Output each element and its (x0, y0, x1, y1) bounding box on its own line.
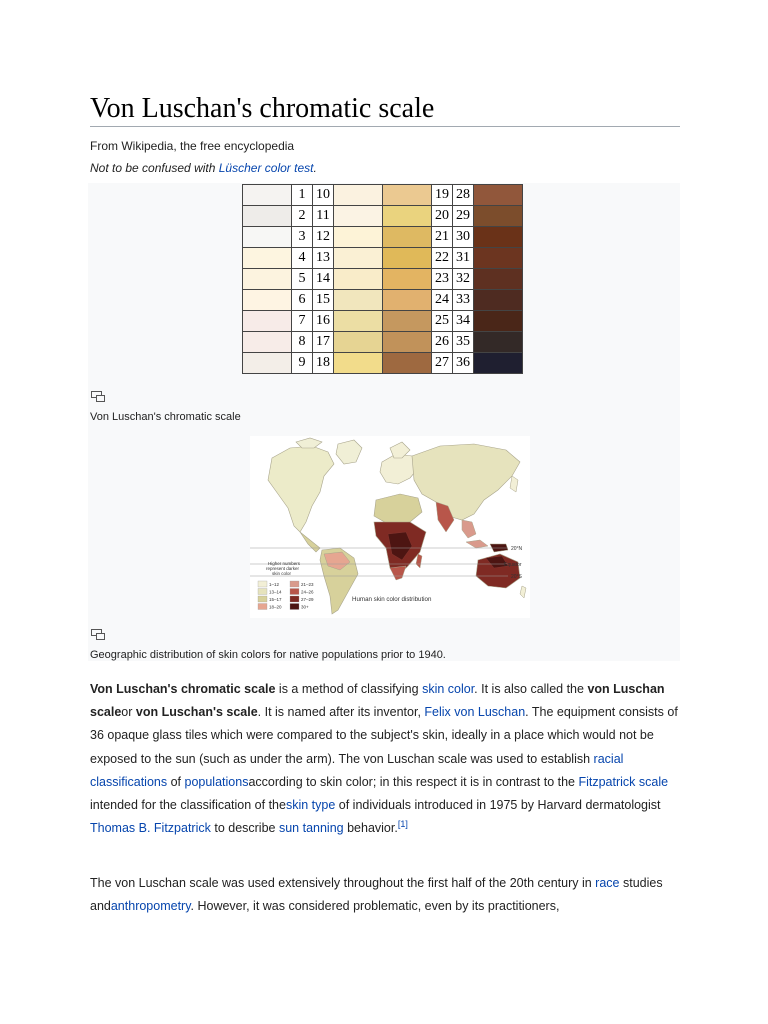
color-tile (474, 248, 523, 269)
color-tile (334, 311, 383, 332)
tile-number: 21 (432, 227, 453, 248)
color-tile (474, 185, 523, 206)
scale-row (243, 269, 523, 290)
color-tile (474, 311, 523, 332)
tile-number: 8 (292, 332, 313, 353)
text-run: of (167, 774, 185, 789)
color-tile (334, 206, 383, 227)
legend-note-line-3: skin color (272, 571, 292, 576)
legend-note-line-1: Higher numbers (268, 561, 301, 566)
scale-row (243, 185, 523, 206)
tile-number: 19 (432, 185, 453, 206)
tile-number: 9 (292, 353, 313, 374)
color-tile (243, 269, 292, 290)
label-20n: 20°N (511, 546, 523, 552)
luschan-scale-table[interactable] (242, 184, 523, 374)
color-tile (243, 248, 292, 269)
legend-label: 30+ (301, 604, 309, 610)
legend-label: 21–23 (301, 582, 314, 587)
tile-number: 26 (432, 332, 453, 353)
text-run: . The equipment consists of 36 opaque glass tiles which were compared to the subject's skin, ideally in a place which would not be exposed to the sun (such as under the arm). The von Luschan scale was used to establish (90, 705, 678, 766)
legend-swatch (258, 589, 267, 595)
legend-label: 24–26 (301, 589, 314, 595)
legend-label: 15–17 (269, 597, 282, 602)
figure-caption-map: Geographic distribution of skin colors for native populations prior to 1940. (90, 649, 446, 661)
link-fitzpatrick-scale[interactable]: Fitzpatrick scale (578, 774, 669, 789)
color-tile (474, 269, 523, 290)
figure-caption-scale: Von Luschan's chromatic scale (90, 411, 241, 423)
text-run: to describe (210, 821, 279, 836)
color-tile (474, 290, 523, 311)
tile-number: 12 (313, 227, 334, 248)
tile-number: 31 (453, 248, 474, 269)
text-run: of individuals introduced in 1975 by Harvard dermatologist (335, 798, 661, 813)
legend-swatch (290, 581, 299, 587)
tile-number: 35 (453, 332, 474, 353)
tile-number: 28 (453, 185, 474, 206)
tile-number: 16 (313, 311, 334, 332)
color-tile (334, 353, 383, 374)
hatnote-link-luscher-color-test[interactable]: Lüscher color test (218, 161, 314, 175)
tile-number: 13 (313, 248, 334, 269)
color-tile (243, 185, 292, 206)
tile-number: 20 (432, 206, 453, 227)
tile-number: 7 (292, 311, 313, 332)
color-tile (243, 332, 292, 353)
tile-number: 15 (313, 290, 334, 311)
tile-number: 3 (292, 227, 313, 248)
color-tile (334, 185, 383, 206)
tile-number: 5 (292, 269, 313, 290)
skin-color-map[interactable] (250, 436, 530, 618)
color-tile (383, 332, 432, 353)
label-20s: 20°S (511, 574, 522, 580)
tile-number: 27 (432, 353, 453, 374)
article-paragraph-1 (90, 678, 682, 840)
tile-number: 10 (313, 185, 334, 206)
bold-term: Von Luschan's chromatic scale (90, 682, 276, 696)
legend-note-line-2: represent darker (266, 566, 300, 571)
color-tile (334, 248, 383, 269)
scale-row (243, 290, 523, 311)
tile-number: 25 (432, 311, 453, 332)
tile-number: 36 (453, 353, 474, 374)
link-race[interactable]: race (595, 876, 620, 890)
legend-swatch (258, 581, 267, 587)
legend-label: 27–29 (301, 597, 314, 602)
color-tile (243, 353, 292, 374)
link-populations[interactable]: populations (184, 774, 249, 789)
enlarge-icon[interactable] (91, 391, 105, 401)
bold-term: von Luschan scale (90, 682, 665, 720)
tile-number: 11 (313, 206, 334, 227)
text-run: is a method of classifying (275, 682, 423, 696)
legend-label: 13–14 (269, 589, 282, 595)
page-title: Von Luschan's chromatic scale (90, 92, 680, 127)
tile-number: 6 (292, 290, 313, 311)
tile-number: 4 (292, 248, 313, 269)
color-tile (474, 332, 523, 353)
tile-number: 29 (453, 206, 474, 227)
legend-swatch (258, 596, 267, 602)
hatnote (90, 161, 317, 175)
enlarge-icon[interactable] (91, 629, 105, 639)
color-tile (383, 311, 432, 332)
color-tile (243, 206, 292, 227)
color-tile (383, 353, 432, 374)
legend-label: 18–20 (269, 604, 282, 610)
article-paragraph-2 (90, 872, 682, 918)
color-tile (243, 290, 292, 311)
tile-number: 32 (453, 269, 474, 290)
tile-number: 33 (453, 290, 474, 311)
tile-number: 24 (432, 290, 453, 311)
color-tile (383, 206, 432, 227)
hatnote-prefix: Not to be confused with (90, 161, 219, 175)
color-tile (383, 227, 432, 248)
tile-number: 34 (453, 311, 474, 332)
color-tile (383, 269, 432, 290)
link-racial-classifications[interactable]: racial classifications (90, 751, 624, 789)
text-run: . It is also called the (474, 682, 588, 696)
tile-number: 22 (432, 248, 453, 269)
color-tile (383, 248, 432, 269)
text-run: studies and (90, 876, 663, 914)
color-tile (474, 227, 523, 248)
link-sun-tanning[interactable]: sun tanning (278, 821, 344, 836)
tile-number: 18 (313, 353, 334, 374)
link-thomas-b-fitzpatrick[interactable]: Thomas B. Fitzpatrick (90, 821, 211, 836)
legend-swatch (290, 596, 299, 602)
link-anthropometry[interactable]: anthropometry (110, 899, 191, 914)
scale-row (243, 206, 523, 227)
text-run: or (121, 705, 136, 720)
text-run: The von Luschan scale was used extensively throughout the first half of the 20th century in (90, 876, 596, 890)
legend-swatch (290, 589, 299, 595)
legend-swatch (258, 604, 267, 610)
legend-swatch (290, 604, 299, 610)
site-tagline: From Wikipedia, the free encyclopedia (90, 139, 295, 153)
hatnote-suffix: . (313, 161, 317, 175)
link-skin-color[interactable]: skin color (422, 682, 475, 696)
color-tile (383, 185, 432, 206)
scale-row (243, 353, 523, 374)
text-run: . It is named after its inventor, (257, 705, 425, 720)
tile-number: 17 (313, 332, 334, 353)
scale-row (243, 227, 523, 248)
tile-number: 30 (453, 227, 474, 248)
tile-number: 1 (292, 185, 313, 206)
color-tile (243, 311, 292, 332)
label-equator: Equator (504, 562, 522, 568)
color-tile (334, 269, 383, 290)
text-run: behavior. (343, 821, 398, 836)
color-tile (383, 290, 432, 311)
scale-row (243, 248, 523, 269)
reference-link-1[interactable]: [1] (397, 819, 408, 830)
tile-number: 23 (432, 269, 453, 290)
text-run: according to skin color; in this respect it is in contrast to the (248, 774, 579, 789)
color-tile (474, 206, 523, 227)
color-tile (334, 227, 383, 248)
map-title: Human skin color distribution (352, 596, 432, 603)
color-tile (334, 290, 383, 311)
color-tile (334, 332, 383, 353)
legend-label: 1–12 (269, 582, 280, 587)
color-tile (474, 353, 523, 374)
scale-row (243, 311, 523, 332)
text-run: intended for the classification of the (90, 798, 286, 813)
text-run: . However, it was considered problematic, even by its practitioners, (190, 899, 560, 914)
link-skin-type[interactable]: skin type (285, 798, 336, 813)
tile-number: 2 (292, 206, 313, 227)
scale-row (243, 332, 523, 353)
link-felix-von-luschan[interactable]: Felix von Luschan (424, 705, 526, 720)
color-tile (243, 227, 292, 248)
bold-term: von Luschan's scale (135, 705, 258, 720)
tile-number: 14 (313, 269, 334, 290)
